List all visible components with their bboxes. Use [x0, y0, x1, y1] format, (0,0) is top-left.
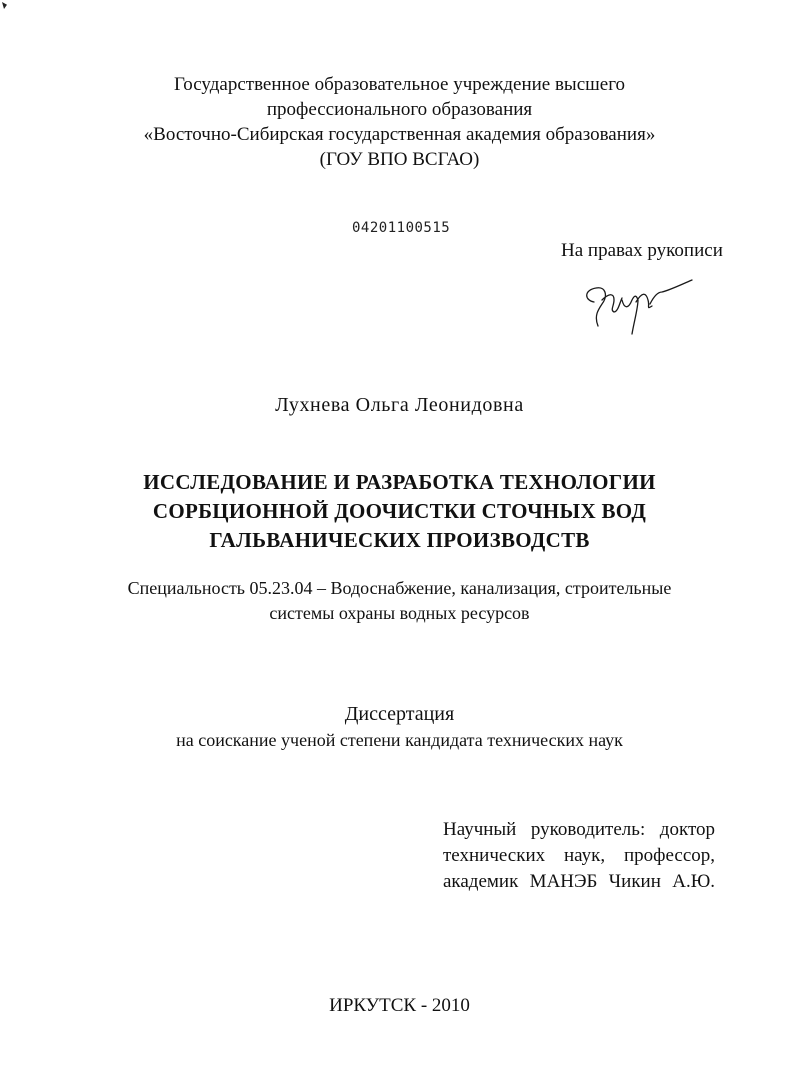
dissertation-heading: Диссертация: [344, 703, 455, 725]
signature-icon: [580, 270, 700, 340]
title-line: ГАЛЬВАНИЧЕСКИХ ПРОИЗВОДСТВ: [209, 528, 590, 552]
dissertation-label: [0, 700, 799, 752]
speciality-line: Специальность 05.23.04 – Водоснабжение, канализация, строительные: [127, 578, 672, 598]
library-stamp-code: 04201100515: [352, 220, 451, 236]
scan-corner-mark: [2, 2, 7, 9]
supervisor-line: академик МАНЭБ Чикин А.Ю.: [443, 871, 715, 892]
title-line: СОРБЦИОННОЙ ДООЧИСТКИ СТОЧНЫХ ВОД: [152, 499, 647, 523]
degree-line: на соискание ученой степени кандидата технических наук: [176, 730, 623, 750]
place-and-year: ИРКУТСК - 2010: [329, 995, 470, 1016]
institution-line: Государственное образовательное учреждение высшего: [173, 74, 626, 95]
supervisor-line: технических наук, профессор,: [443, 845, 715, 866]
speciality-block: [0, 576, 799, 626]
title-line: ИССЛЕДОВАНИЕ И РАЗРАБОТКА ТЕХНОЛОГИИ: [143, 470, 656, 494]
institution-line: профессионального образования: [266, 99, 533, 120]
manuscript-rights-note: На правах рукописи: [561, 240, 723, 261]
author-name: Лухнева Ольга Леонидовна: [275, 394, 524, 416]
institution-header: [0, 72, 799, 172]
speciality-line: системы охраны водных ресурсов: [269, 603, 530, 623]
institution-line: «Восточно-Сибирская государственная академия образования»: [143, 124, 656, 145]
dissertation-title: [0, 468, 799, 555]
supervisor-line: Научный руководитель: доктор: [443, 819, 715, 840]
institution-line: (ГОУ ВПО ВСГАО): [319, 149, 480, 170]
supervisor-block: [443, 817, 715, 895]
